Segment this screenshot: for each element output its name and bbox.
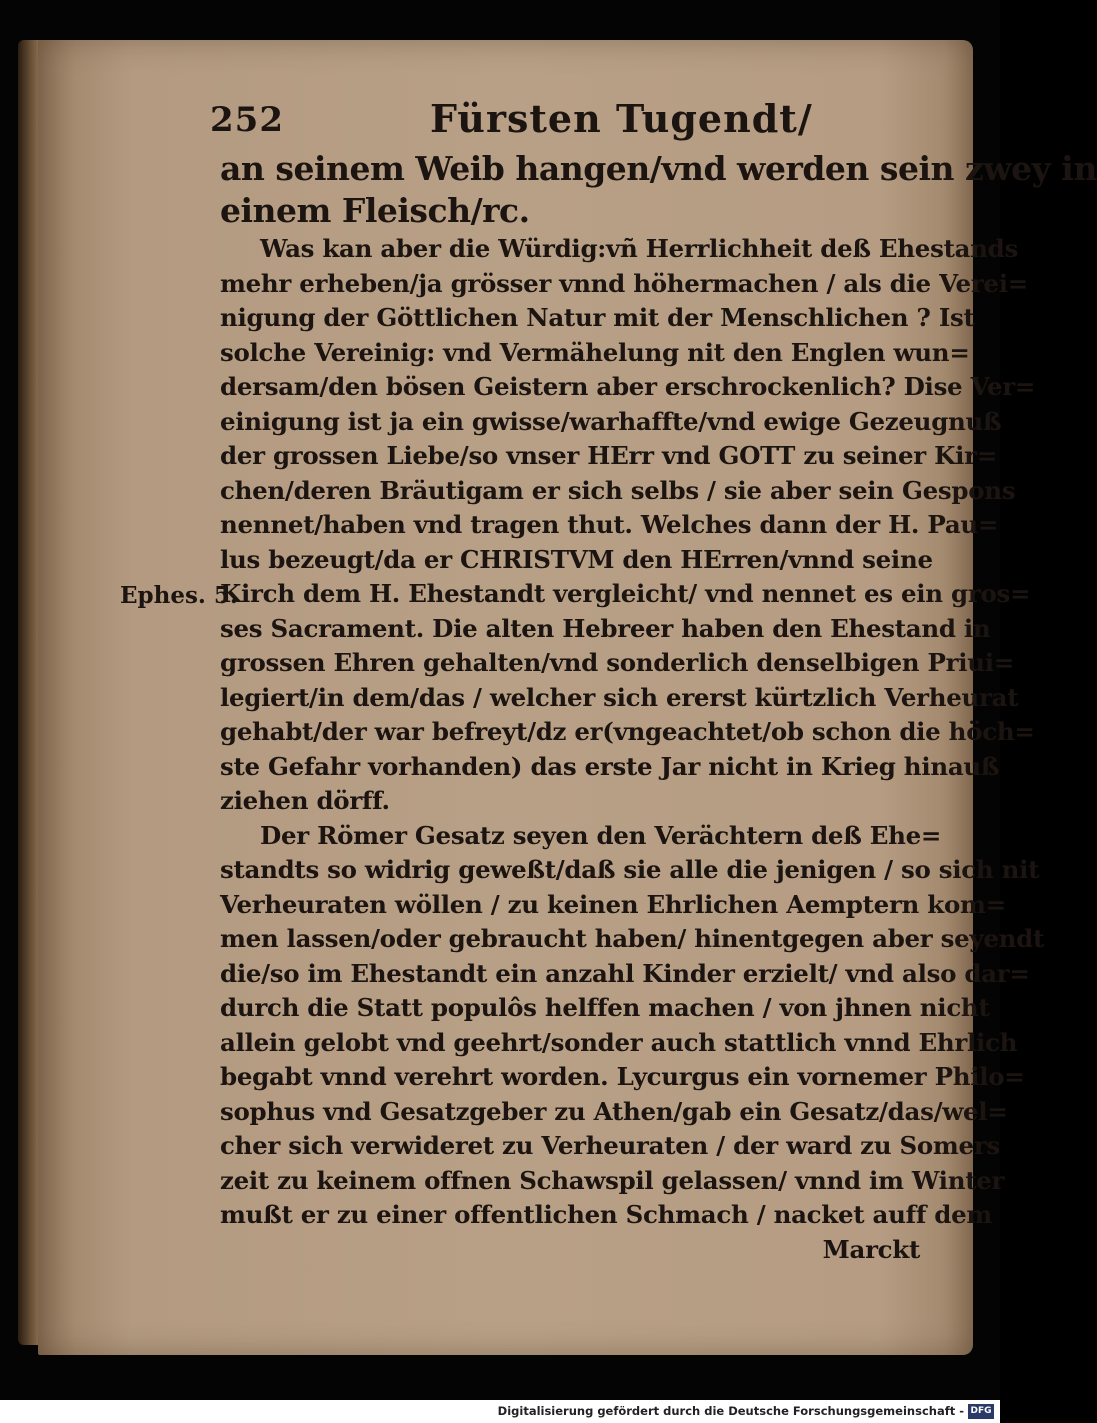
page-content [38, 40, 1097, 1355]
text-line: zeit zu keinem offnen Schawspil gelassen/ vnnd im Winter [220, 1165, 1005, 1195]
text-line: ste Gefahr vorhanden) das erste Jar nicht in Krieg hinauß [220, 751, 1000, 781]
text-line: mehr erheben/ja grösser vnnd höhermachen / als die Verei= [220, 268, 1028, 298]
text-line: ziehen dörff. [220, 786, 390, 815]
text-line: die/so im Ehestandt ein anzahl Kinder erzielt/ vnd also dar= [220, 958, 1030, 988]
text-line: allein gelobt vnd geehrt/sonder auch stattlich vnnd Ehrlich [220, 1027, 1018, 1057]
text-line: einigung ist ja ein gwisse/warhaffte/vnd ewige Gezeugnuß [220, 406, 1002, 436]
text-line: standts so widrig geweßt/daß sie alle die jenigen / so sich nit [220, 855, 1040, 884]
text-line: sophus vnd Gesatzgeber zu Athen/gab ein Gesatz/das/wel= [220, 1096, 1008, 1126]
text-line: men lassen/oder gebraucht haben/ hinentgegen aber seyendt [220, 924, 1045, 953]
footer-bar [0, 1400, 1000, 1423]
text-line: Verheuraten wöllen / zu keinen Ehrlichen Aemptern kom= [220, 889, 1006, 919]
text-line: legiert/in dem/das / welcher sich ererst kürtzlich Verheurat [220, 682, 1019, 712]
page-header [210, 96, 930, 146]
text-line: lus bezeugt/da er CHRISTVM den HErren/vnnd seine [220, 544, 933, 574]
text-line: an seinem Weib hangen/vnd werden sein zwey in [220, 149, 1097, 188]
text-line: durch die Statt populôs helffen machen / von jhnen nicht [220, 993, 990, 1022]
text-line: chen/deren Bräutigam er sich selbs / sie aber sein Gespons [220, 475, 1016, 505]
funding-notice: Digitalisierung gefördert durch die Deutsche Forschungsgemeinschaft - [497, 1404, 964, 1418]
body-text [220, 148, 1097, 1267]
text-line: nigung der Göttlichen Natur mit der Menschlichen ? Ist [220, 303, 975, 332]
running-head: Fürsten Tugendt/ [430, 96, 813, 141]
text-line: dersam/den bösen Geistern aber erschrockenlich? Dise Ver= [220, 372, 1036, 401]
text-line: grossen Ehren gehalten/vnd sonderlich denselbigen Priui= [220, 648, 1014, 677]
text-line: Was kan aber die Würdig:vñ Herrlichheit deß Ehestands [260, 234, 1019, 263]
text-line: ses Sacrament. Die alten Hebreer haben den Ehestand in [220, 613, 991, 643]
dfg-logo-icon: DFG [968, 1404, 994, 1419]
catchword: Marckt [822, 1234, 920, 1264]
text-line: mußt er zu einer offentlichen Schmach / nacket auff dem [220, 1200, 993, 1229]
text-line: Der Römer Gesatz seyen den Verächtern deß Ehe= [260, 820, 942, 850]
margin-note: Ephes. 5. [120, 582, 238, 609]
text-line: Kirch dem H. Ehestandt vergleicht/ vnd nennet es ein gros= [220, 579, 1031, 608]
text-line: einem Fleisch/rc. [220, 191, 530, 230]
text-line: cher sich verwideret zu Verheuraten / der ward zu Somers [220, 1131, 1000, 1160]
text-line: solche Vereinig: vnd Vermähelung nit den Englen wun= [220, 337, 970, 367]
text-line: nennet/haben vnd tragen thut. Welches dann der H. Pau= [220, 510, 999, 539]
text-line: begabt vnnd verehrt worden. Lycurgus ein vornemer Philo= [220, 1062, 1025, 1091]
text-line: der grossen Liebe/so vnser HErr vnd GOTT zu seiner Kir= [220, 441, 997, 470]
page-number: 252 [210, 100, 284, 140]
text-line: gehabt/der war befreyt/dz er(vngeachtet/ob schon die höch= [220, 717, 1035, 746]
scanned-page [38, 40, 1097, 1355]
